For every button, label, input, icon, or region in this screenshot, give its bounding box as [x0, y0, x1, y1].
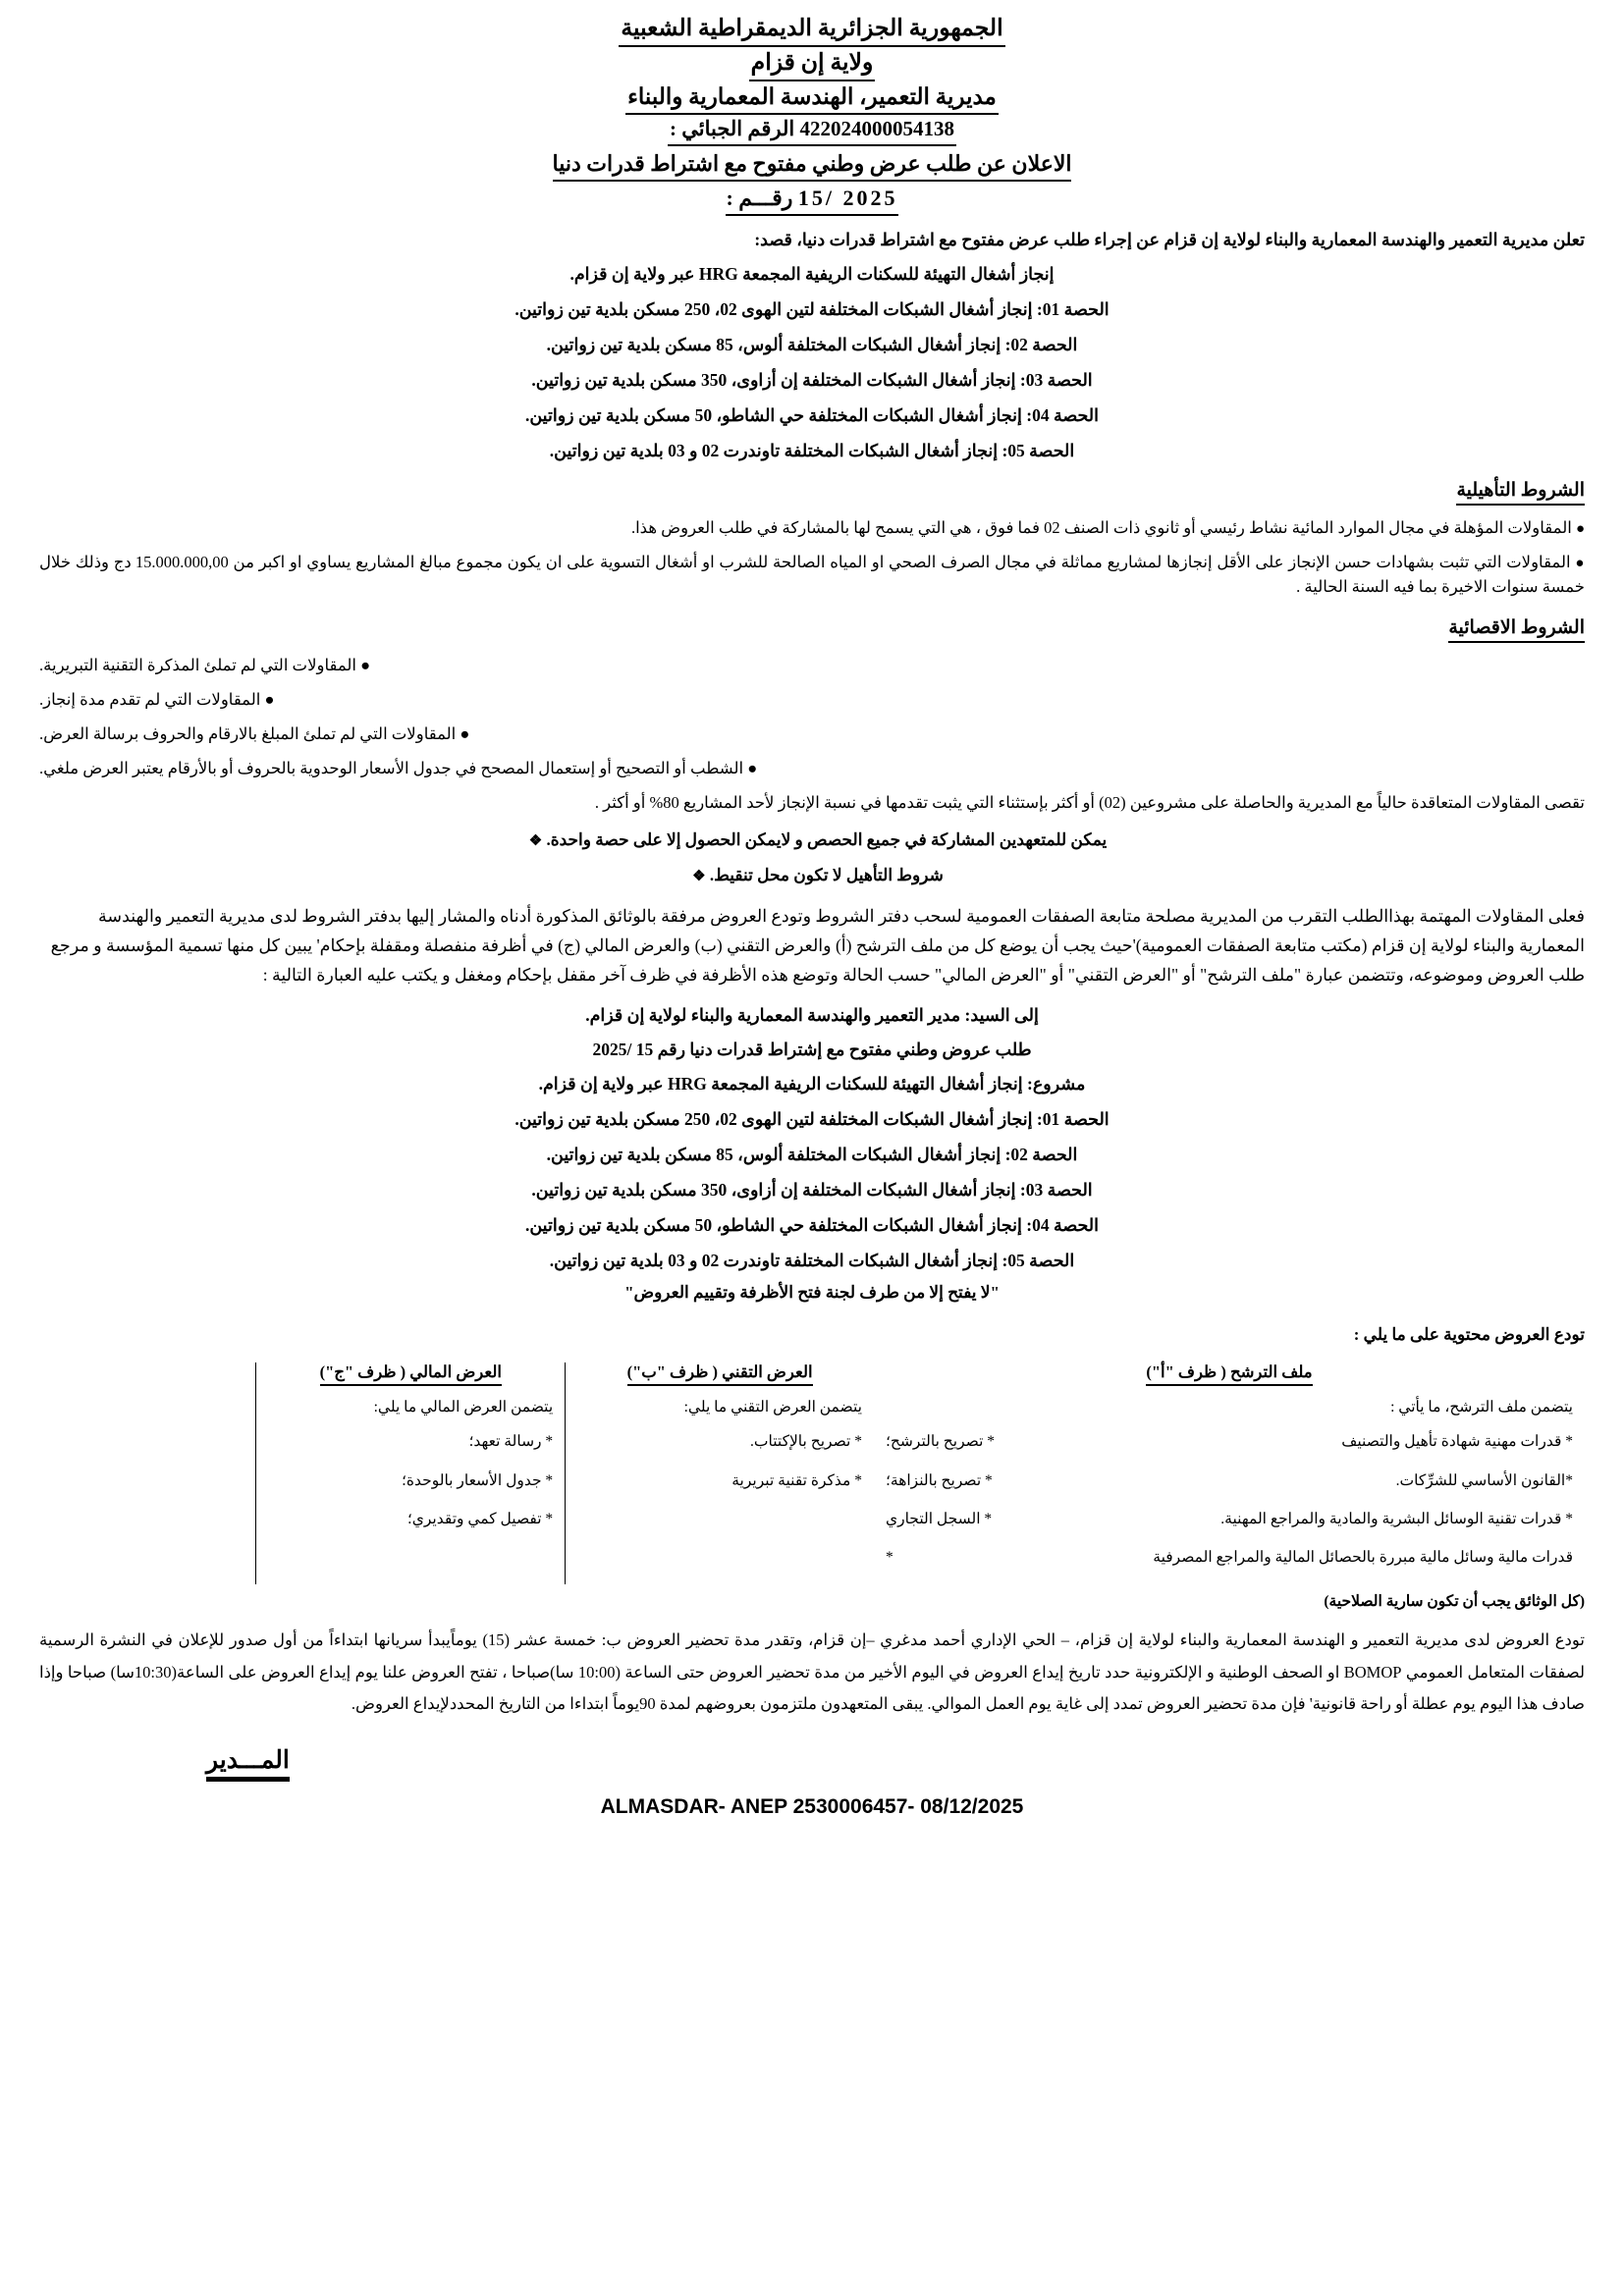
lot-item: الحصة 03: إنجاز أشغال الشبكات المختلفة إن أزاوى، 350 مسكن بلدية تين زواتين. — [531, 1179, 1093, 1200]
bullet-icon: ● — [264, 689, 275, 709]
envelope-item: * رسالة تعهد؛ — [468, 1433, 554, 1451]
diamond-icon: ❖ — [692, 868, 706, 884]
envelope-item: * جدول الأسعار بالوحدة؛ — [401, 1471, 554, 1489]
envelope-item: * مذكرة تقنية تبريرية — [731, 1471, 862, 1489]
director-label: المـــدير — [206, 1745, 290, 1782]
anep-reference: ALMASDAR- ANEP 2530006457- 08/12/2025 — [600, 1794, 1024, 1818]
address-line: إلى السيد: مدير التعمير والهندسة المعمارية والبناء لولاية إن قزام. — [585, 1004, 1039, 1025]
header-tax-line — [668, 116, 956, 146]
envelope-column-subtitle: يتضمن العرض التقني ما يلي: — [683, 1399, 862, 1416]
validity-note: (كل الوثائق يجب أن تكون سارية الصلاحية) — [1324, 1593, 1585, 1611]
exclusion-heading: الشروط الاقصائية — [1448, 616, 1585, 643]
exclusion-item-text: تقصى المقاولات المتعاقدة حالياً مع المديرية والحاصلة على مشروعين (02) أو أكثر بإستثناء التي يثبت تقدمها في نسبة الإنجاز لأحد المشاريع 80% أو أكثر . — [594, 792, 1585, 812]
exclusion-item-text: المقاولات التي لم تملئ المبلغ بالارقام والحروف برسالة العرض. — [39, 723, 457, 743]
tax-label: الرقم الجبائي : — [670, 117, 795, 141]
envelope-column-candidacy — [874, 1362, 1585, 1584]
qualification-item — [39, 516, 1585, 541]
bullet-icon: ● — [1575, 556, 1586, 572]
lot-item: الحصة 02: إنجاز أشغال الشبكات المختلفة ألوس، 85 مسكن بلدية تين زواتين. — [546, 334, 1078, 354]
lot-item: الحصة 05: إنجاز أشغال الشبكات المختلفة تاوندرت 02 و 03 بلدية تين زواتين. — [549, 1250, 1075, 1270]
exclusion-note-text: شروط التأهيل لا تكون محل تنقيط. — [709, 865, 944, 884]
lot-item: الحصة 01: إنجاز أشغال الشبكات المختلفة لتين الهوى 02، 250 مسكن بلدية تين زواتين. — [514, 1108, 1110, 1129]
exclusion-heading-row — [39, 616, 1585, 643]
lot-item: الحصة 02: إنجاز أشغال الشبكات المختلفة ألوس، 85 مسكن بلدية تين زواتين. — [546, 1144, 1078, 1164]
do-not-open-note: "لا يفتح إلا من طرف لجنة فتح الأظرفة وتقييم العروض" — [624, 1282, 1000, 1302]
exclusion-item-text: الشطب أو التصحيح أو إستعمال المصحح في جدول الأسعار الوحدوية بالحروف أو بالأرقام يعتبر العرض ملغي. — [39, 758, 744, 777]
exclusion-item-text: المقاولات التي لم تملئ المذكرة التقنية التبريرية. — [39, 655, 356, 674]
announcement-title: الاعلان عن طلب عرض وطني مفتوح مع اشتراط قدرات دنيا — [553, 150, 1072, 182]
envelope-column-technical — [565, 1362, 874, 1584]
announcement-number-line — [726, 185, 897, 216]
envelope-column-title: العرض التقني ( ظرف "ب") — [577, 1362, 862, 1386]
exclusion-list — [39, 654, 1585, 815]
qualification-item-text: المقاولات المؤهلة في مجال الموارد المائية نشاط رئيسي أو ثانوي ذات الصنف 02 فما فوق ، هي التي يسمح لها بالمشاركة في طلب العروض هذا. — [630, 517, 1572, 537]
exclusion-note — [39, 866, 1585, 885]
exclusion-item — [39, 791, 1585, 815]
lot-item: الحصة 01: إنجاز أشغال الشبكات المختلفة لتين الهوى 02، 250 مسكن بلدية تين زواتين. — [514, 298, 1110, 319]
bullet-icon: ● — [460, 723, 470, 743]
diamond-icon: ❖ — [528, 832, 543, 849]
exclusion-item-text: المقاولات التي لم تقدم مدة إنجاز. — [39, 689, 261, 709]
envelope-item — [886, 1430, 1573, 1453]
bullet-icon: ● — [360, 655, 371, 674]
closing-paragraph: تودع العروض لدى مديرية التعمير و الهندسة المعمارية والبناء لولاية إن قزام، – الحي الإداري أحمد مدغري –إن قزام، وتقدر مدة تحضير العروض ب: خمسة عشر (15) يوماًيبدأ سريانها ابتداءاً من أول صدور للإعلان في النشرة الرسمية لصفقات المتعامل العمومي BOMOP او الصحف الوطنية و الإلكترونية حدد تاريخ إيداع العروض في اليوم الأخير من مدة تحضير العروض حتى الساعة (10:00 سا)صباحا ، تفتح العروض علنا يوم إيداع العروض على الساعة(10:30سا) صباحا وإذا صادف هذا اليوم يوم عطلة أو راحة قانونية' فإن مدة تحضير العروض تمدد إلى غاية يوم العمل الموالي. يبقى المتعهدون ملتزمون بعروضهم لمدة 90يوماً ابتداءا من التاريخ المحددلإيداع العروض. — [39, 1630, 1585, 1713]
envelopes-lead-in: تودع العروض محتوية على ما يلي : — [1353, 1324, 1585, 1344]
envelope-item-primary: * — [885, 1549, 893, 1567]
envelope-item-secondary: قدرات مالية وسائل مالية مبررة بالحصائل المالية والمراجع المصرفية — [1153, 1549, 1573, 1567]
header-republic: الجمهورية الجزائرية الديمقراطية الشعبية — [619, 14, 1004, 47]
bullet-icon: ● — [747, 758, 758, 777]
procedure-lot-list — [39, 1109, 1585, 1271]
envelope-item-primary: * تصريح بالترشح؛ — [885, 1433, 996, 1451]
envelope-column-title: العرض المالي ( ظرف "ج") — [268, 1362, 553, 1386]
lot-list — [39, 299, 1585, 461]
address-line: طلب عروض وطني مفتوح مع إشتراط قدرات دنيا رقم 15 /2025 — [592, 1039, 1032, 1059]
exclusion-item — [39, 722, 1585, 746]
envelope-item-primary: * تصريح بالنزاهة؛ — [885, 1471, 993, 1489]
director-signature — [39, 1745, 1585, 1782]
envelope-item — [886, 1546, 1573, 1569]
envelope-item: * تصريح بالإكتتاب. — [750, 1433, 862, 1451]
envelope-item-secondary: * قدرات مهنية شهادة تأهيل والتصنيف — [1341, 1433, 1573, 1451]
envelope-column-financial — [255, 1362, 565, 1584]
tax-number: 422024000054138 — [799, 117, 954, 141]
header-directorate: مديرية التعمير، الهندسة المعمارية والبناء — [625, 82, 999, 115]
bullet-icon: ● — [1575, 520, 1585, 537]
announcement-number-label: رقـــم : — [726, 185, 793, 210]
intro-paragraph: تعلن مديرية التعمير والهندسة المعمارية والبناء لولاية إن قزام عن إجراء طلب عرض مفتوح مع اشتراط قدرات دنيا، قصد: — [754, 229, 1585, 249]
envelope-column-subtitle: يتضمن العرض المالي ما يلي: — [373, 1399, 554, 1416]
envelope-item — [886, 1469, 1573, 1492]
exclusion-item — [39, 757, 1585, 780]
envelope-item-secondary: * قدرات تقنية الوسائل البشرية والمادية والمراجع المهنية. — [1220, 1510, 1573, 1527]
exclusion-item — [39, 654, 1585, 677]
lot-item: الحصة 04: إنجاز أشغال الشبكات المختلفة حي الشاطو، 50 مسكن بلدية تين زواتين. — [524, 404, 1100, 425]
exclusion-item — [39, 688, 1585, 712]
envelope-item: * تفصيل كمي وتقديري؛ — [406, 1510, 554, 1527]
address-line: مشروع: إنجاز أشغال التهيئة للسكنات الريفية المجمعة HRG عبر ولاية إن قزام. — [538, 1073, 1086, 1094]
qualification-item-text: المقاولات التي تثبت بشهادات حسن الإنجاز على الأقل إنجازها لمشاريع مماثلة في مجال الصرف الصحي او المياه الصالحة للشرب او أشغال التسوية على ان يكون مجموع مبالغ المشاريع يساوي او اكبر من 15.000.000,00 دج وذلك خلال خمسة سنوات الاخيرة بما فيه السنة الحالية . — [39, 553, 1585, 597]
exclusion-note-text: يمكن للمتعهدين المشاركة في جميع الحصص و لايمكن الحصول إلا على حصة واحدة. — [546, 829, 1108, 849]
procedure-paragraph: فعلى المقاولات المهتمة بهذاالطلب التقرب من المديرية مصلحة متابعة الصفقات العمومية لسحب دفتر الشروط وتودع العروض مرفقة بالوثائق المذكورة أدناه والمشار إليها بدفتر الشروط لدى مديرية التعمير والهندسة المعمارية والبناء لولاية إن قزام (مكتب متابعة الصفقات العمومية)'حيث يجب أن يوضع كل من ملف الترشح (أ) والعرض التقني (ب) والعرض المالي (ج) في أظرفة منفصلة ومقفلة بإحكام' يبين كل منها تسمية المؤسسة و مرجع طلب العروض وموضوعه، وتتضمن عبارة "ملف الترشح" أو "العرض التقني" أو "العرض المالي" حسب الحالة وتوضع هذه الأظرفة في ظرف آخر مقفل بإحكام ومغفل و يكتب عليه العبارة التالية : — [50, 905, 1585, 985]
envelope-column-title: ملف الترشح ( ظرف "أ") — [886, 1362, 1573, 1386]
envelope-item — [886, 1508, 1573, 1530]
qualification-heading: الشروط التأهيلية — [1456, 479, 1585, 506]
qualification-heading-row — [39, 479, 1585, 506]
qualification-list — [39, 516, 1585, 599]
envelope-item-secondary: *القانون الأساسي للشرِّكات. — [1395, 1471, 1573, 1489]
lot-item: الحصة 05: إنجاز أشغال الشبكات المختلفة تاوندرت 02 و 03 بلدية تين زواتين. — [549, 440, 1075, 460]
envelope-item-primary: * السجل التجاري — [885, 1510, 993, 1527]
exclusion-note — [39, 830, 1585, 850]
envelopes-table — [39, 1362, 1585, 1584]
lot-item: الحصة 03: إنجاز أشغال الشبكات المختلفة إن أزاوى، 350 مسكن بلدية تين زواتين. — [531, 369, 1093, 390]
lot-item: الحصة 04: إنجاز أشغال الشبكات المختلفة حي الشاطو، 50 مسكن بلدية تين زواتين. — [524, 1214, 1100, 1235]
project-subject: إنجاز أشغال التهيئة للسكنات الريفية المجمعة HRG عبر ولاية إن قزام. — [569, 263, 1055, 284]
announcement-number: 15/ 2025 — [797, 185, 898, 210]
qualification-item — [39, 551, 1585, 599]
header-wilaya: ولاية إن قزام — [749, 48, 876, 81]
document-header — [39, 14, 1585, 216]
envelope-column-subtitle: يتضمن ملف الترشح، ما يأتي : — [1390, 1399, 1573, 1416]
